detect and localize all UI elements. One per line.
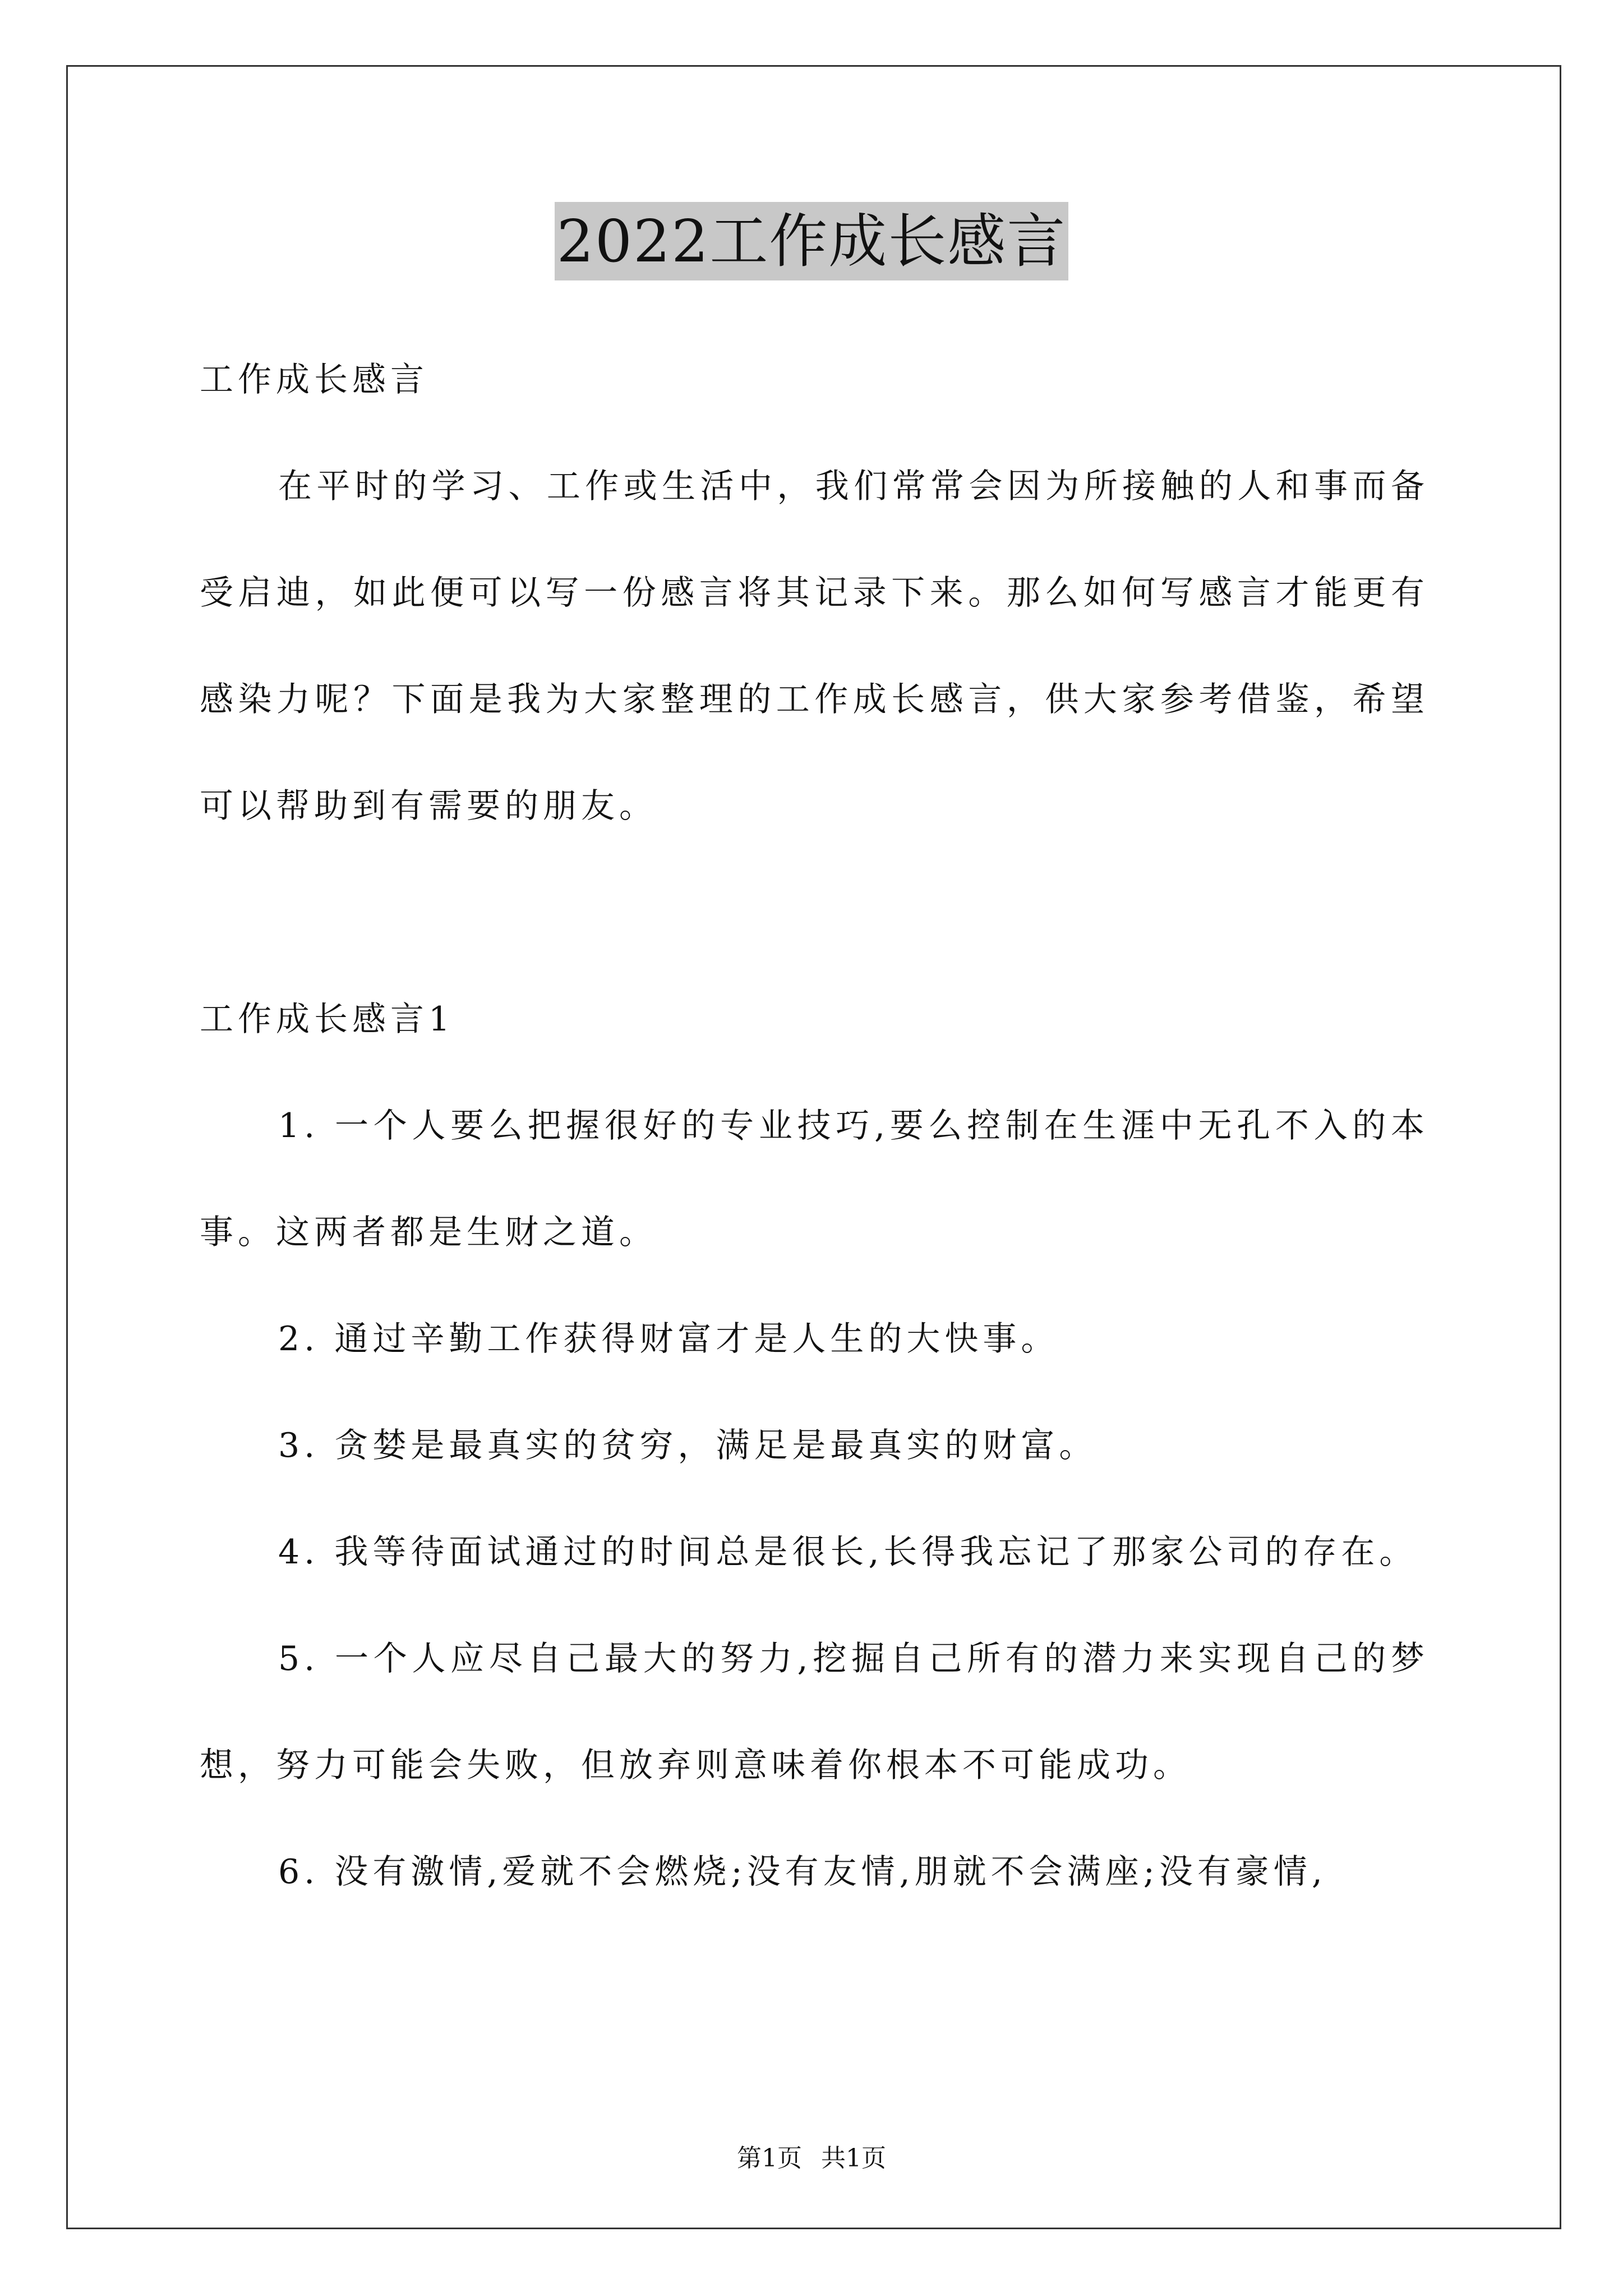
page-footer [0,2142,1623,2175]
document-body [200,326,1429,1925]
section-title: 工作成长感言1 [200,1000,455,1039]
list-item-2: 2. 通过辛勤工作获得财富才是人生的大快事。 [278,1319,1059,1359]
page-total: 共1页 [821,2144,886,2173]
list-item-5: 5. 一个人应尽自己最大的努力,挖掘自己所有的潜力来实现自己的梦想，努力可能会失败，但放弃则意味着你根本不可能成功。 [200,1639,1429,1785]
list-item-1: 1. 一个人要么把握很好的专业技巧,要么控制在生涯中无孔不入的本事。这两者都是生财之道。 [200,1106,1429,1252]
title-container [0,202,1623,280]
section-heading: 工作成长感言 [200,360,428,399]
document-title: 2022工作成长感言 [555,202,1069,280]
list-item-4: 4. 我等待面试通过的时间总是很长,长得我忘记了那家公司的存在。 [278,1533,1418,1572]
page-number: 第1页 [737,2144,802,2173]
list-item-3: 3. 贪婪是最真实的贫穷，满足是最真实的财富。 [278,1426,1098,1465]
list-item-6: 6. 没有激情,爱就不会燃烧;没有友情,朋就不会满座;没有豪情, [278,1852,1327,1892]
spacer [200,859,1429,966]
intro-paragraph: 在平时的学习、工作或生活中，我们常常会因为所接触的人和事而备受启迪，如此便可以写一份感言将其记录下来。那么如何写感言才能更有感染力呢？下面是我为大家整理的工作成长感言，供大家参考借鉴，希望可以帮助到有需要的朋友。 [200,467,1429,826]
